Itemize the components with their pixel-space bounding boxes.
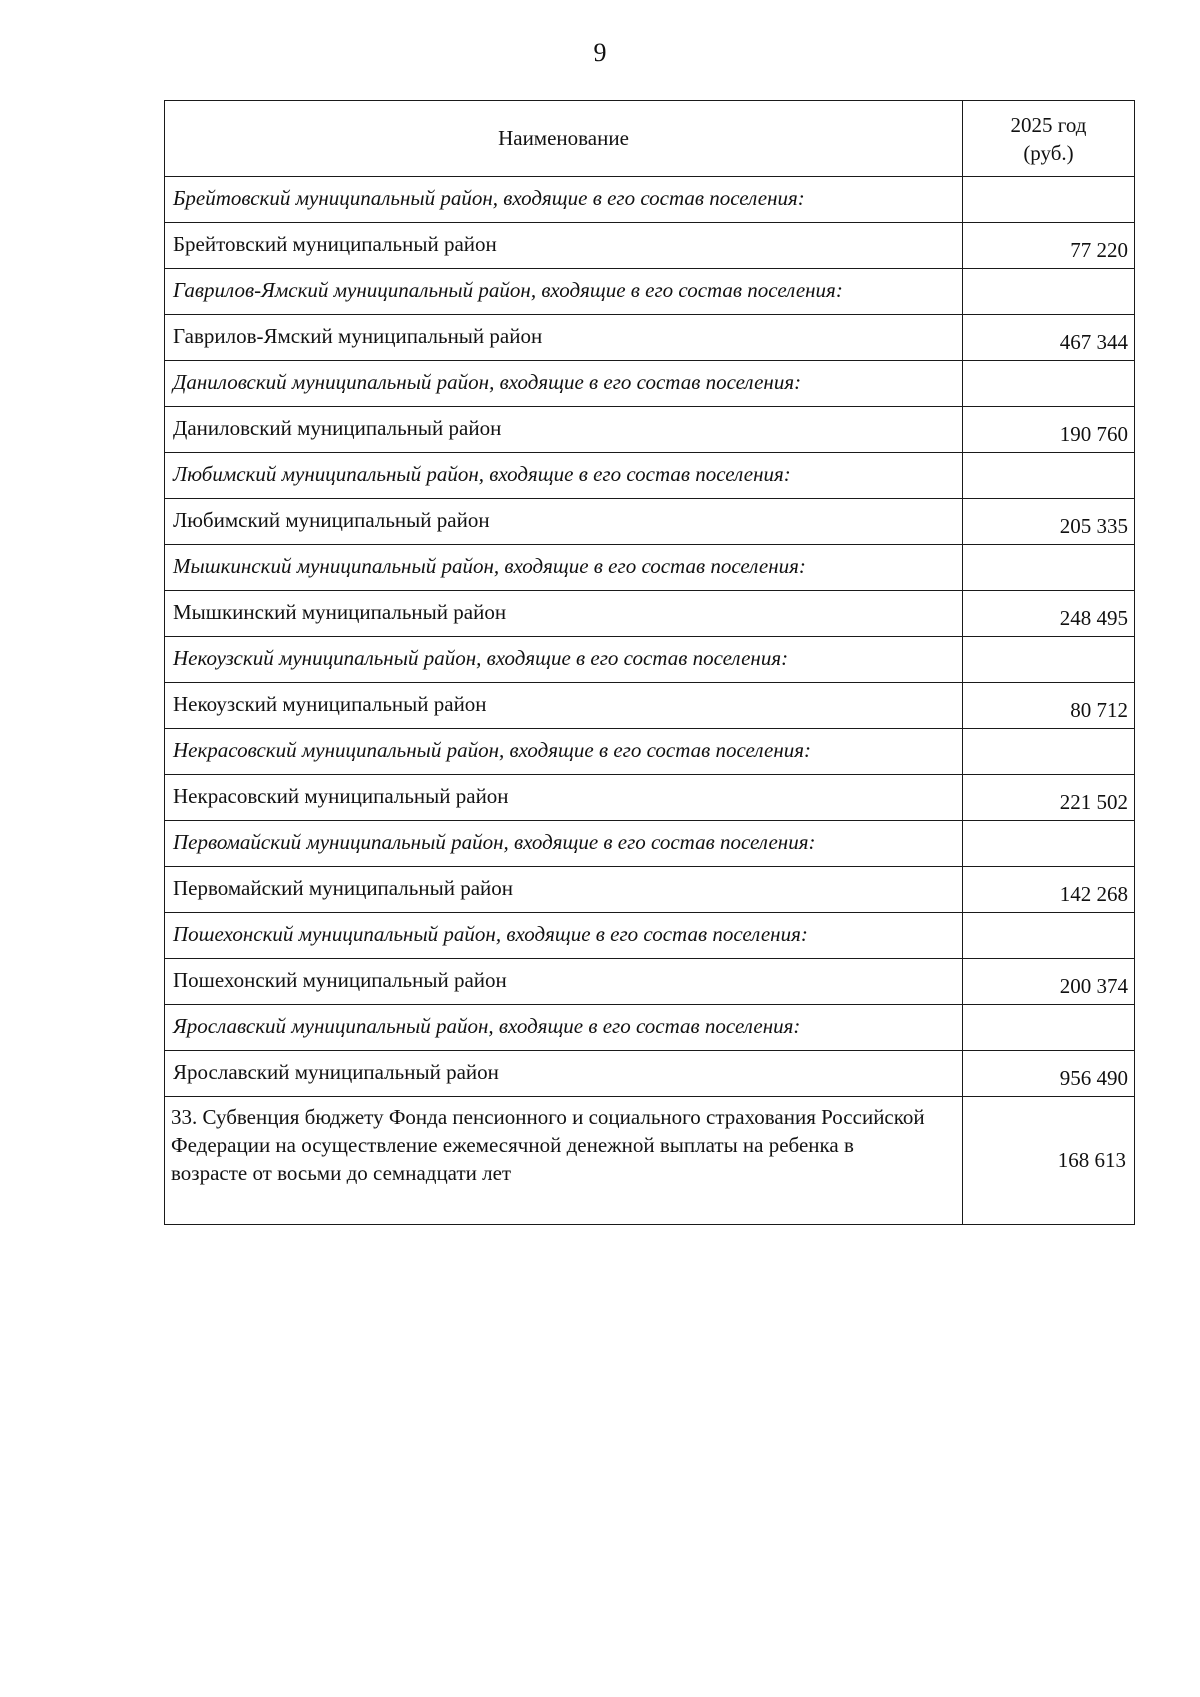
table-row-total (165, 1097, 1135, 1225)
row-name: Мышкинский муниципальный район, входящие в его состав поселения: (165, 545, 963, 591)
row-value (963, 177, 1135, 223)
row-value: 190 760 (963, 407, 1135, 453)
row-name: Гаврилов-Ямский муниципальный район, входящие в его состав поселения: (165, 269, 963, 315)
row-name: Первомайский муниципальный район (165, 867, 963, 913)
row-name: Пошехонский муниципальный район (165, 959, 963, 1005)
row-name: Даниловский муниципальный район, входящие в его состав поселения: (165, 361, 963, 407)
row-name: Некрасовский муниципальный район, входящие в его состав поселения: (165, 729, 963, 775)
table-row (165, 959, 1135, 1005)
row-value: 142 268 (963, 867, 1135, 913)
table-row (165, 775, 1135, 821)
page-number: 9 (593, 38, 607, 67)
table-row-group (165, 729, 1135, 775)
row-value (963, 729, 1135, 775)
row-value: 80 712 (963, 683, 1135, 729)
table-row-group (165, 545, 1135, 591)
total-name: 33. Субвенция бюджету Фонда пенсионного и социального страхования Российской Федерации на осуществление ежемесячной денежной выплаты на ребенка в возрасте от восьми до семнадцати лет (165, 1097, 963, 1225)
column-header-unit: (руб.) (1023, 140, 1074, 165)
row-value (963, 361, 1135, 407)
table-row (165, 223, 1135, 269)
budget-table (164, 100, 1135, 1225)
row-value: 956 490 (963, 1051, 1135, 1097)
row-name: Любимский муниципальный район (165, 499, 963, 545)
table-row (165, 1051, 1135, 1097)
table-row (165, 499, 1135, 545)
table-row-group (165, 361, 1135, 407)
row-name: Гаврилов-Ямский муниципальный район (165, 315, 963, 361)
row-value (963, 453, 1135, 499)
row-value (963, 1005, 1135, 1051)
column-header-name: Наименование (165, 101, 963, 177)
table-row-group (165, 453, 1135, 499)
row-name: Брейтовский муниципальный район (165, 223, 963, 269)
column-header-value (963, 101, 1135, 177)
table-row (165, 591, 1135, 637)
row-value (963, 269, 1135, 315)
row-name: Любимский муниципальный район, входящие в его состав поселения: (165, 453, 963, 499)
row-value (963, 913, 1135, 959)
row-name: Первомайский муниципальный район, входящие в его состав поселения: (165, 821, 963, 867)
table-body (165, 177, 1135, 1225)
row-value: 248 495 (963, 591, 1135, 637)
table-row-group (165, 177, 1135, 223)
row-name: Брейтовский муниципальный район, входящие в его состав поселения: (165, 177, 963, 223)
row-name: Ярославский муниципальный район (165, 1051, 963, 1097)
table-row-group (165, 637, 1135, 683)
column-header-year: 2025 год (1010, 112, 1087, 137)
row-name: Даниловский муниципальный район (165, 407, 963, 453)
row-name: Некрасовский муниципальный район (165, 775, 963, 821)
table-row-group (165, 913, 1135, 959)
table-row (165, 315, 1135, 361)
row-value (963, 821, 1135, 867)
row-name: Некоузский муниципальный район, входящие в его состав поселения: (165, 637, 963, 683)
table-row (165, 867, 1135, 913)
row-name: Мышкинский муниципальный район (165, 591, 963, 637)
row-name: Пошехонский муниципальный район, входящие в его состав поселения: (165, 913, 963, 959)
row-name: Ярославский муниципальный район, входящие в его состав поселения: (165, 1005, 963, 1051)
table-row-group (165, 1005, 1135, 1051)
row-value: 200 374 (963, 959, 1135, 1005)
row-value (963, 545, 1135, 591)
table-row-group (165, 821, 1135, 867)
row-value (963, 637, 1135, 683)
row-value: 77 220 (963, 223, 1135, 269)
row-value: 221 502 (963, 775, 1135, 821)
row-value: 205 335 (963, 499, 1135, 545)
row-value: 467 344 (963, 315, 1135, 361)
table-row-group (165, 269, 1135, 315)
table-row (165, 407, 1135, 453)
row-name: Некоузский муниципальный район (165, 683, 963, 729)
total-value: 168 613 (963, 1097, 1135, 1225)
table-row (165, 683, 1135, 729)
table-header-row (165, 101, 1135, 177)
